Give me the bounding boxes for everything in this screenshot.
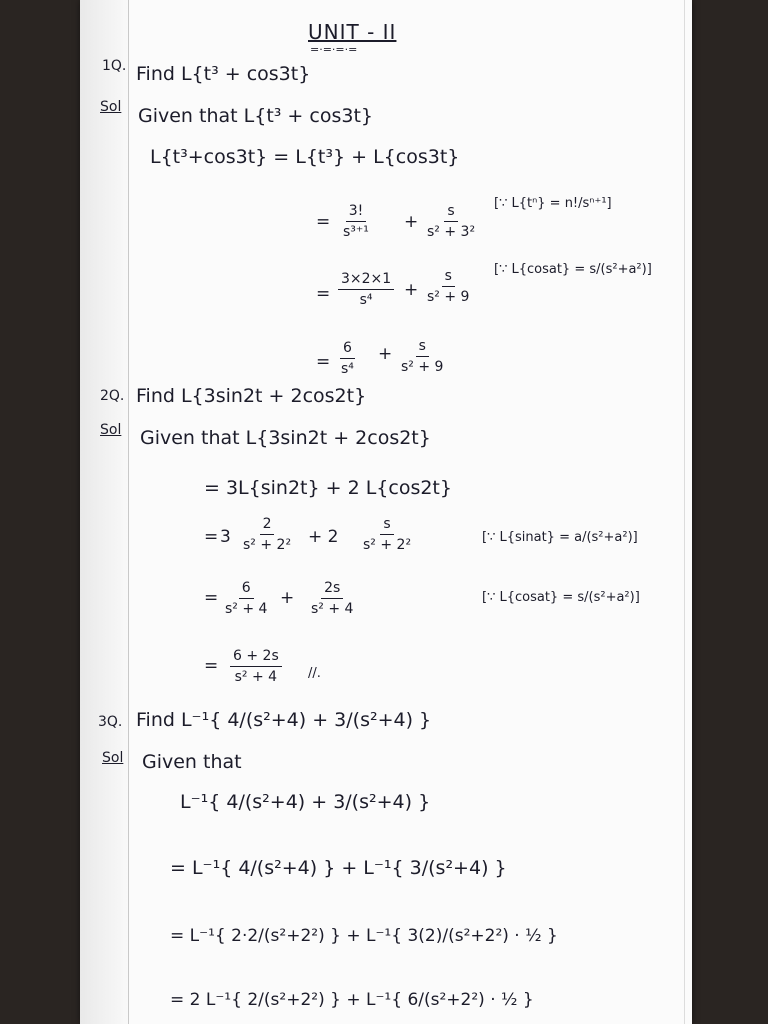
q1-note-1: [∵ L{tⁿ} = n!/sⁿ⁺¹] <box>494 196 612 211</box>
q1-fraction-1 <box>340 203 372 240</box>
q1-fraction-3 <box>338 271 394 308</box>
q2-line1: = 3L{sin2t} + 2 L{cos2t} <box>204 477 452 499</box>
q2-sol-label: Sol <box>100 422 122 438</box>
q1-fraction-4 <box>424 268 472 305</box>
q2-f5-den: s² + 4 <box>234 669 278 685</box>
q2-fraction-3 <box>222 580 270 617</box>
q2-eq-1: = <box>204 527 219 547</box>
q2-eq-2: = <box>204 588 219 608</box>
q2-fraction-5 <box>230 648 282 685</box>
margin-line <box>128 0 129 1024</box>
unit-title: UNIT - II <box>308 20 397 44</box>
q3-line4: = 2 L⁻¹{ 2/(s²+2²) } + L⁻¹{ 6/(s²+2²) · ½ } <box>170 990 534 1010</box>
notebook-page <box>80 0 692 1024</box>
q1-eq-3: = <box>316 352 331 372</box>
q1-f3-num: 3×2×1 <box>338 271 394 290</box>
q1-f6-den: s² + 9 <box>401 359 444 375</box>
q1-f3-den: s⁴ <box>359 292 373 308</box>
title-underline: =·=·=·= <box>310 43 358 56</box>
q2-f1-den: s² + 2² <box>243 537 292 553</box>
q1-f5-num: 6 <box>340 340 355 359</box>
q2-given: Given that L{3sin2t + 2cos2t} <box>140 427 431 449</box>
q1-f1-num: 3! <box>346 203 367 222</box>
q3-sol-label: Sol <box>102 750 124 766</box>
q1-plus-2: + <box>404 280 419 300</box>
q2-note-2: [∵ L{cosat} = s/(s²+a²)] <box>482 590 640 605</box>
q1-f2-den: s² + 3² <box>427 224 476 240</box>
q2-f1-num: 2 <box>260 516 275 535</box>
q1-eq-2: = <box>316 284 331 304</box>
right-margin-line <box>684 0 685 1024</box>
q2-f2-num: s <box>380 516 393 535</box>
q1-plus-1: + <box>404 212 419 232</box>
q2-question: Find L{3sin2t + 2cos2t} <box>136 385 367 407</box>
q2-f3-num: 6 <box>239 580 254 599</box>
q1-note-2: [∵ L{cosat} = s/(s²+a²)] <box>494 262 652 277</box>
q1-f1-den: s³⁺¹ <box>343 224 369 240</box>
q3-question: Find L⁻¹{ 4/(s²+4) + 3/(s²+4) } <box>136 709 432 731</box>
q1-fraction-5 <box>338 340 357 377</box>
q1-line1: L{t³+cos3t} = L{t³} + L{cos3t} <box>150 146 460 168</box>
q2-plus-2: + 2 <box>308 527 339 547</box>
q3-line2: = L⁻¹{ 4/(s²+4) } + L⁻¹{ 3/(s²+4) } <box>170 857 507 879</box>
q1-f4-num: s <box>442 268 455 287</box>
q1-fraction-6 <box>398 338 446 375</box>
q1-f2-num: s <box>444 203 457 222</box>
q2-fraction-2 <box>360 516 414 553</box>
q2-f2-den: s² + 2² <box>363 537 412 553</box>
q1-given: Given that L{t³ + cos3t} <box>138 105 373 127</box>
q1-fraction-2 <box>424 203 478 240</box>
q2-fraction-4 <box>308 580 356 617</box>
page-binding <box>80 0 128 1024</box>
q2-f4-den: s² + 4 <box>311 601 354 617</box>
q2-note-1: [∵ L{sinat} = a/(s²+a²)] <box>482 530 638 545</box>
q2-plus-3: + <box>280 588 295 608</box>
q3-given: Given that <box>142 751 242 773</box>
q1-f4-den: s² + 9 <box>427 289 470 305</box>
q1-plus-3: + <box>378 344 393 364</box>
q2-fraction-1 <box>240 516 294 553</box>
q3-line1: L⁻¹{ 4/(s²+4) + 3/(s²+4) } <box>180 791 431 813</box>
q1-sol-label: Sol <box>100 99 122 115</box>
q1-f6-num: s <box>416 338 429 357</box>
q1-question: Find L{t³ + cos3t} <box>136 63 311 85</box>
q1-number: 1Q. <box>102 58 127 74</box>
q2-end-mark: //. <box>308 666 321 681</box>
q3-line3: = L⁻¹{ 2·2/(s²+2²) } + L⁻¹{ 3(2)/(s²+2²) · ½ } <box>170 926 558 946</box>
q1-eq-1: = <box>316 212 331 232</box>
q2-coef-3: 3 <box>220 527 231 547</box>
q1-f5-den: s⁴ <box>341 361 354 377</box>
q2-number: 2Q. <box>100 388 125 404</box>
q2-f4-num: 2s <box>321 580 343 599</box>
q2-eq-3: = <box>204 656 219 676</box>
q2-f5-num: 6 + 2s <box>230 648 282 667</box>
q2-f3-den: s² + 4 <box>225 601 268 617</box>
q3-number: 3Q. <box>98 714 123 730</box>
